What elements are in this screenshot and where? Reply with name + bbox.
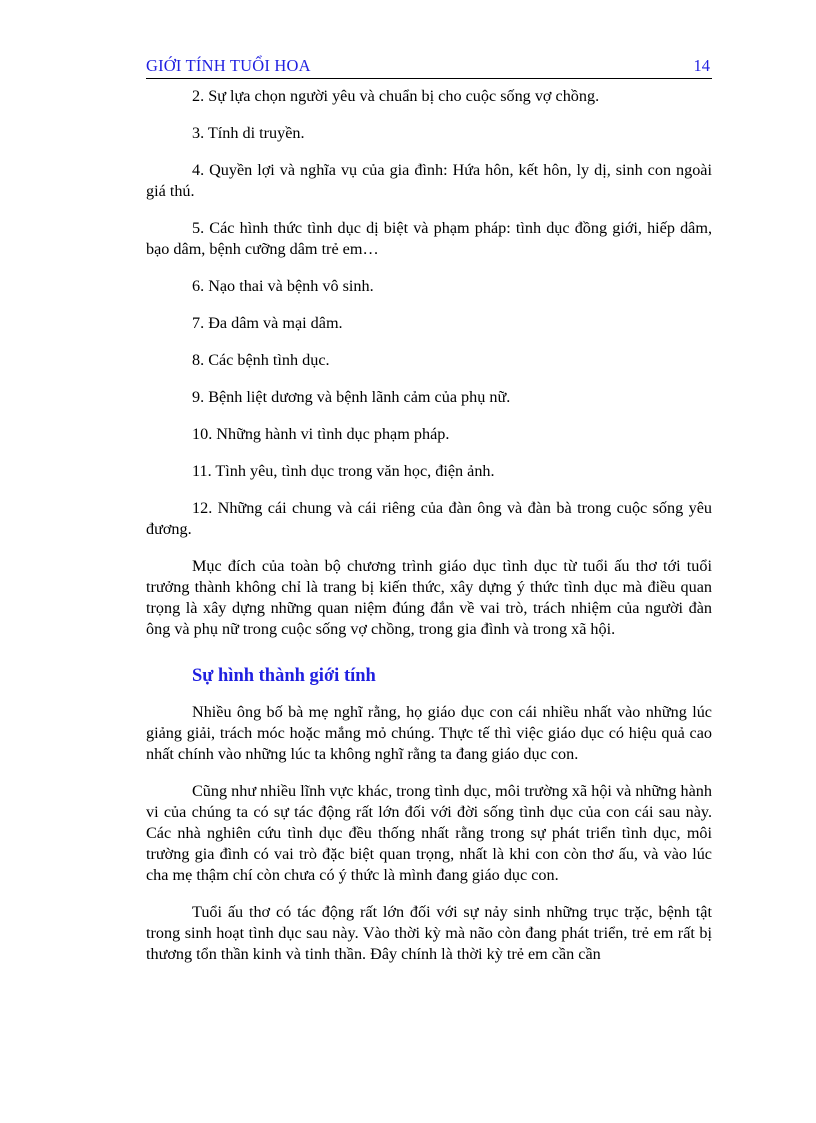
list-item: 5. Các hình thức tình dục dị biệt và phạm pháp: tình dục đồng giới, hiếp dâm, bạo dâm, bệnh cưỡng dâm trẻ em… — [146, 219, 712, 258]
section-paragraph: Cũng như nhiều lĩnh vực khác, trong tình dục, môi trường xã hội và những hành vi của chúng ta có sự tác động rất lớn đối với đời sống tình dục của con cái sau này. Các nhà nghiên cứu tình dục đều thống nhất rằng trong sự phát triển tình dục, môi trường gia đình có vai trò đặc biệt quan trọng, nhất là khi con còn thơ ấu, và vào lúc cha mẹ thậm chí còn chưa có ý thức là mình đang giáo dục con. — [146, 782, 712, 884]
section-paragraph: Tuổi ấu thơ có tác động rất lớn đối với sự nảy sinh những trục trặc, bệnh tật trong sinh hoạt tình dục sau này. Vào thời kỳ mà não còn đang phát triển, trẻ em rất bị thương tổn thần kinh và tinh thần. Đây chính là thời kỳ trẻ em cần cần — [146, 903, 712, 963]
list-item: 10. Những hành vi tình dục phạm pháp. — [192, 425, 450, 443]
list-item: 2. Sự lựa chọn người yêu và chuẩn bị cho cuộc sống vợ chồng. — [192, 87, 600, 105]
section-title: Sự hình thành giới tính — [192, 666, 376, 686]
list-item: 3. Tính di truyền. — [192, 124, 305, 142]
page-body — [146, 86, 712, 981]
list-item: 11. Tình yêu, tình dục trong văn học, điện ảnh. — [192, 462, 495, 480]
list-item: 7. Đa dâm và mại dâm. — [192, 314, 343, 332]
list-item: 9. Bệnh liệt dương và bệnh lãnh cảm của phụ nữ. — [192, 388, 511, 406]
list-item: 6. Nạo thai và bệnh vô sinh. — [192, 277, 374, 295]
page-number: 14 — [693, 56, 710, 75]
list-item: 12. Những cái chung và cái riêng của đàn ông và đàn bà trong cuộc sống yêu đương. — [146, 499, 712, 538]
running-title: GIỚI TÍNH TUỔI HOA — [146, 56, 311, 75]
section-paragraph: Nhiều ông bố bà mẹ nghĩ rằng, họ giáo dục con cái nhiều nhất vào những lúc giảng giải, trách móc hoặc mắng mỏ chúng. Thực tế thì việc giáo dục có hiệu quả cao nhất chính vào những lúc ta không nghĩ rằng ta đang giáo dục con. — [146, 703, 712, 763]
page-header — [146, 56, 712, 79]
list-item: 8. Các bệnh tình dục. — [192, 351, 330, 369]
list-item: 4. Quyền lợi và nghĩa vụ của gia đình: Hứa hôn, kết hôn, ly dị, sinh con ngoài giá thú. — [146, 161, 712, 200]
summary-paragraph: Mục đích của toàn bộ chương trình giáo dục tình dục từ tuổi ấu thơ tới tuổi trưởng thành không chỉ là trang bị kiến thức, xây dựng ý thức tình dục mà điều quan trọng là xây dựng những quan niệm đúng đắn về vai trò, trách nhiệm của người đàn ông và phụ nữ trong cuộc sống vợ chồng, trong gia đình và trong xã hội. — [146, 557, 712, 638]
